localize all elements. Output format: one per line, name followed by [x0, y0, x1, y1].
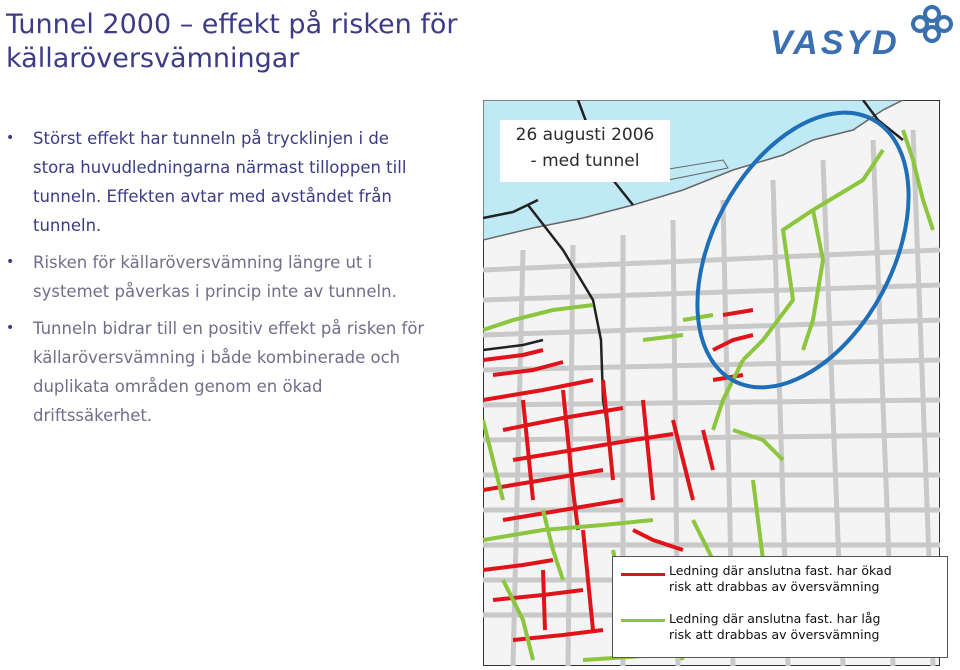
bullet-item — [6, 314, 436, 430]
legend-text-low-risk: Ledning där anslutna fast. har låg risk att drabbas av översvämning — [669, 611, 881, 642]
map-caption-scenario: - med tunnel — [530, 151, 640, 171]
map-caption — [500, 120, 670, 182]
bullet-dot-icon: • — [6, 320, 15, 336]
knot-icon — [913, 7, 951, 41]
legend-text-high-risk: Ledning där anslutna fast. har ökad risk att drabbas av översvämning — [669, 563, 892, 594]
red-line-icon — [621, 573, 665, 576]
map-caption-date: 26 augusti 2006 — [515, 125, 655, 145]
vasyd-logo — [766, 2, 958, 62]
bullet-text: Risken för källaröversvämning längre ut i systemet påverkas i princip inte av tunneln. — [33, 253, 397, 301]
bullet-item — [6, 124, 436, 240]
logo-text: VASYD — [770, 24, 900, 62]
green-line-icon — [621, 619, 665, 622]
slide-title-line1: Tunnel 2000 – effekt på risken för — [6, 9, 458, 40]
slide-title-line2: källaröversvämningar — [6, 43, 300, 74]
bullet-dot-icon: • — [6, 254, 15, 270]
bullet-dot-icon: • — [6, 130, 15, 146]
bullet-list — [6, 124, 436, 438]
slide-title — [6, 8, 526, 76]
bullet-text: Störst effekt har tunneln på trycklinjen i de stora huvudledningarna närmast tilloppen till tunneln. Effekten avtar med avståndet från tunneln. — [33, 129, 407, 235]
map-legend — [612, 556, 948, 658]
bullet-item — [6, 248, 436, 306]
bullet-text: Tunneln bidrar till en positiv effekt på risken för källaröversvämning i både kombinerade och duplikata områden genom en ökad driftssäkerhet. — [33, 319, 425, 425]
